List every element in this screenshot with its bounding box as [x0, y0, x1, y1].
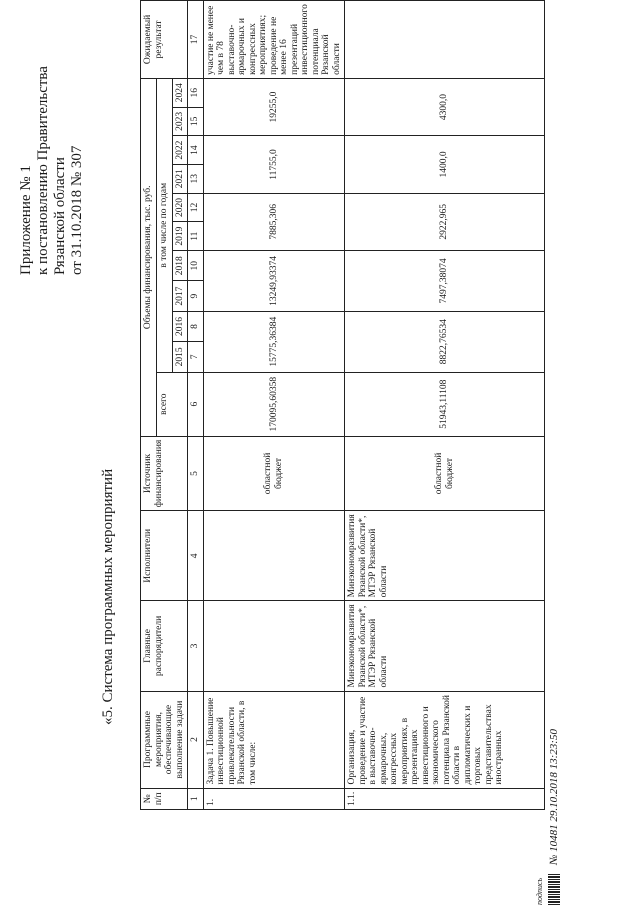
- colnum: 8: [188, 311, 204, 341]
- year-2018: 2018: [172, 251, 188, 281]
- row-measure: Организация, проведение и участие в выставочно-ярмарочных, конгрессных мероприятиях, в презентациях инвестиционного и экономического потенциала Рязанской области в дипломатических и торговых представительствах иностранных: [345, 691, 545, 788]
- barcode-icon: [548, 873, 560, 905]
- row-y2015: 15775,36384: [203, 311, 345, 372]
- row-number: 1.1.: [345, 788, 545, 809]
- col-header-num: № п/п: [141, 788, 188, 809]
- colnum: 15: [188, 107, 204, 136]
- colnum: 16: [188, 78, 204, 107]
- year-2021: 2021: [172, 164, 188, 193]
- col-header-result: Ожидаемый результат: [141, 1, 188, 79]
- row-result: участие не менее чем в 78 выставочно-ярмарочных и конгрессных мероприятиях; проведение не менее 16 презентаций инвестиционного потенциала Рязанской области: [203, 1, 345, 79]
- row-executors: [203, 511, 345, 601]
- colnum: 6: [188, 372, 204, 436]
- appendix-line-2: к постановлению Правительства: [35, 66, 51, 275]
- colnum: 5: [188, 436, 204, 511]
- year-2015: 2015: [172, 342, 188, 372]
- row-y2017: 7885,306: [203, 193, 345, 250]
- year-2024: 2024: [172, 78, 188, 107]
- row-y2017: 2922,965: [345, 193, 545, 250]
- row-y2019: 4300,0: [345, 78, 545, 135]
- row-total: 170095,60358: [203, 372, 345, 436]
- row-y2016: 13249,93374: [203, 251, 345, 312]
- row-executors: Минэкономразвития Рязанской области*, МТЭР Рязанской области: [345, 511, 545, 601]
- colnum: 17: [188, 1, 204, 79]
- colnum: 7: [188, 342, 204, 372]
- col-header-managers: Главные распорядители: [141, 601, 188, 691]
- row-measure: Задача 1. Повышение инвестиционной привлекательности Рязанской области, в том числе:: [203, 691, 345, 788]
- year-2019: 2019: [172, 222, 188, 251]
- colnum: 2: [188, 691, 204, 788]
- appendix-line-3: Рязанской области: [52, 157, 68, 275]
- year-2022: 2022: [172, 136, 188, 165]
- col-header-source: Источник финансирования: [141, 436, 188, 511]
- row-y2015: 8822,76534: [345, 311, 545, 372]
- colnum: 3: [188, 601, 204, 691]
- column-number-row: [188, 1, 204, 810]
- col-header-measures: Программные мероприятия, обеспечивающие выполнение задачи: [141, 691, 188, 788]
- table-row: [345, 1, 545, 810]
- appendix-line-1: Приложение № 1: [18, 165, 34, 275]
- appendix-line-4: от 31.10.2018 № 307: [69, 145, 85, 275]
- colnum: 1: [188, 788, 204, 809]
- colnum: 12: [188, 193, 204, 222]
- colnum: 9: [188, 281, 204, 311]
- col-header-funding: Объемы финансирования, тыс. руб.: [141, 78, 157, 436]
- colnum: 14: [188, 136, 204, 165]
- row-y2019: 19255,0: [203, 78, 345, 135]
- appendix-header: [18, 25, 86, 275]
- row-y2018: 1400,0: [345, 136, 545, 193]
- colnum: 10: [188, 251, 204, 281]
- col-header-byyear: в том числе по годам: [156, 78, 172, 372]
- row-source: областной бюджет: [203, 436, 345, 511]
- section-title: «5. Система программных мероприятий: [100, 468, 116, 725]
- row-result: [345, 1, 545, 79]
- colnum: 11: [188, 222, 204, 251]
- row-number: 1.: [203, 788, 345, 809]
- col-header-total: всего: [156, 372, 188, 436]
- row-source: областной бюджет: [345, 436, 545, 511]
- row-y2018: 11755,0: [203, 136, 345, 193]
- header-row-1: [141, 1, 157, 810]
- year-2016: 2016: [172, 311, 188, 341]
- colnum: 13: [188, 164, 204, 193]
- program-table: [140, 0, 545, 810]
- year-2017: 2017: [172, 281, 188, 311]
- row-managers: Минэкономразвития Рязанской области*, МТЭР Рязанской области: [345, 601, 545, 691]
- year-2020: 2020: [172, 193, 188, 222]
- signature: подпись: [535, 877, 544, 905]
- colnum: 4: [188, 511, 204, 601]
- row-managers: [203, 601, 345, 691]
- col-header-executors: Исполнители: [141, 511, 188, 601]
- registration-stamp: № 10481 29.10.2018 13:23:50: [548, 729, 560, 865]
- row-total: 51943,11108: [345, 372, 545, 436]
- year-2023: 2023: [172, 107, 188, 136]
- table-row: [203, 1, 345, 810]
- row-y2016: 7497,38074: [345, 251, 545, 312]
